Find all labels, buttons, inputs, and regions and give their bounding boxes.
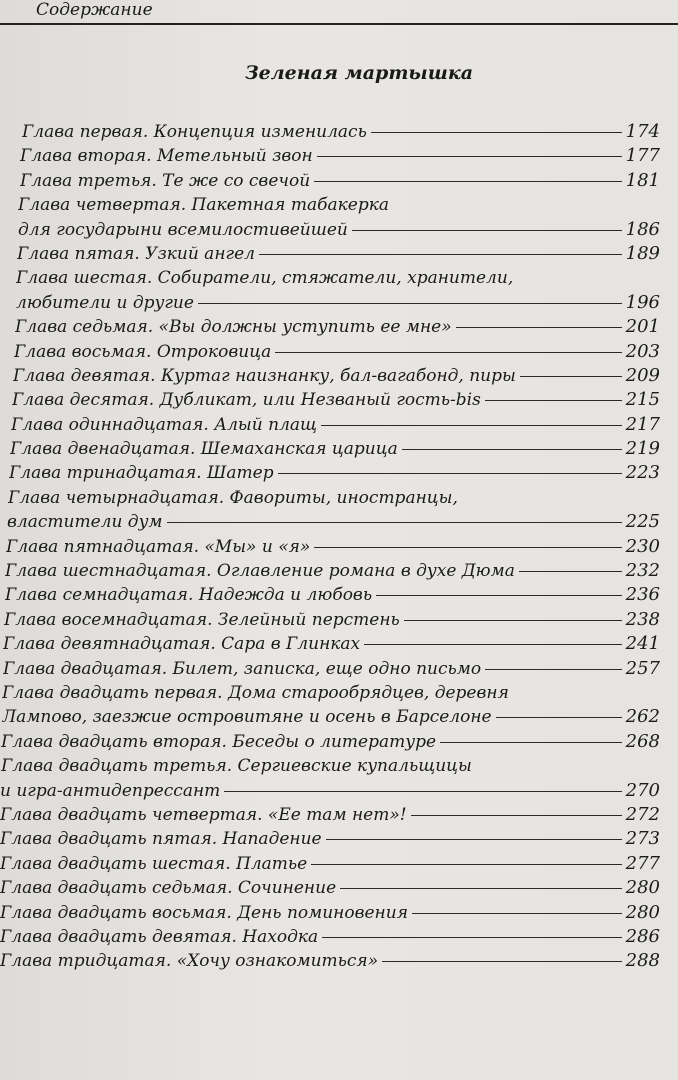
toc-page-number: 236 bbox=[625, 584, 660, 606]
toc-entry-title: Глава шестая. Собиратели, стяжатели, хранители, bbox=[16, 268, 514, 289]
toc-entry-title: Глава двадцать четвертая. «Ее там нет»! bbox=[0, 804, 407, 825]
toc-entry-title: Глава седьмая. «Вы должны уступить ее мне» bbox=[15, 317, 452, 338]
toc-entry bbox=[0, 242, 660, 266]
toc-entry bbox=[0, 803, 660, 827]
toc-entry-title: Глава семнадцатая. Надежда и любовь bbox=[5, 585, 373, 606]
toc-page-number: 241 bbox=[625, 633, 660, 655]
toc-entry bbox=[0, 144, 660, 168]
toc-entry-title: Глава четвертая. Пакетная табакерка bbox=[18, 195, 389, 216]
toc-entry bbox=[0, 340, 660, 364]
dot-leader bbox=[371, 132, 622, 133]
toc-entry bbox=[0, 169, 660, 193]
toc-entry bbox=[0, 632, 660, 656]
toc-entry-title: Глава десятая. Дубликат, или Незваный гость-bis bbox=[12, 390, 481, 411]
toc-entry-title: Глава двадцать пятая. Нападение bbox=[0, 829, 322, 850]
toc-entry-title: и игра-антидепрессант bbox=[0, 780, 221, 801]
dot-leader bbox=[198, 303, 622, 304]
dot-leader bbox=[317, 156, 622, 157]
toc-entry bbox=[0, 827, 660, 851]
toc-page-number: 270 bbox=[625, 779, 660, 801]
toc-entry bbox=[0, 193, 660, 217]
dot-leader bbox=[314, 547, 621, 548]
dot-leader bbox=[259, 254, 622, 255]
toc-page-number: 196 bbox=[625, 291, 660, 313]
dot-leader bbox=[311, 864, 621, 865]
toc-entry bbox=[0, 754, 660, 778]
dot-leader bbox=[382, 961, 622, 962]
dot-leader bbox=[411, 815, 622, 816]
toc-page-number: 225 bbox=[625, 511, 660, 533]
toc-entry bbox=[0, 486, 660, 510]
toc-page-number: 273 bbox=[625, 828, 660, 850]
toc-page-number: 189 bbox=[625, 242, 660, 264]
toc-entry bbox=[0, 413, 660, 437]
dot-leader bbox=[404, 620, 622, 621]
toc-entry-title: любители и другие bbox=[16, 292, 194, 313]
toc-page-number: 257 bbox=[625, 657, 660, 679]
dot-leader bbox=[456, 327, 622, 328]
toc-entry bbox=[0, 583, 660, 607]
toc-page-number: 280 bbox=[625, 901, 660, 923]
toc-entry bbox=[0, 120, 660, 144]
toc-entry bbox=[0, 779, 660, 803]
toc-entry bbox=[0, 681, 660, 705]
toc-entry bbox=[0, 705, 660, 729]
toc-entry-title: Глава двадцать девятая. Находка bbox=[0, 926, 319, 947]
header-rule bbox=[0, 23, 678, 25]
dot-leader bbox=[352, 230, 622, 231]
toc-page-number: 232 bbox=[625, 560, 660, 582]
toc-page-number: 186 bbox=[625, 218, 660, 240]
toc-entry-title: Глава первая. Концепция изменилась bbox=[22, 122, 367, 142]
toc-entry-title: Глава двадцать восьмая. День поминовения bbox=[0, 902, 408, 923]
toc-page-number: 201 bbox=[625, 316, 660, 338]
dot-leader bbox=[340, 888, 622, 889]
toc-entry bbox=[0, 437, 660, 461]
toc-page-number: 288 bbox=[625, 950, 660, 972]
dot-leader bbox=[485, 669, 622, 670]
toc-entry-title: Глава девятнадцатая. Сара в Глинках bbox=[3, 634, 361, 655]
toc-entry-title: Глава третья. Те же со свечой bbox=[20, 170, 311, 191]
toc-page-number: 215 bbox=[625, 389, 660, 411]
toc-page-number: 280 bbox=[625, 877, 660, 899]
toc-entry-title: Глава одиннадцатая. Алый плащ bbox=[11, 414, 318, 435]
toc-entry bbox=[0, 535, 660, 559]
toc-entry bbox=[0, 218, 660, 242]
toc-entry bbox=[0, 291, 660, 315]
toc-entry-title: Глава четырнадцатая. Фавориты, иностранцы, bbox=[8, 487, 458, 508]
toc-entry bbox=[0, 925, 660, 949]
toc-page-number: 223 bbox=[625, 462, 660, 484]
toc-entry bbox=[0, 266, 660, 290]
table-of-contents bbox=[0, 120, 660, 974]
toc-entry bbox=[0, 608, 660, 632]
toc-page-number: 272 bbox=[625, 803, 660, 825]
toc-entry bbox=[0, 657, 660, 681]
toc-page-number: 268 bbox=[625, 730, 660, 752]
toc-entry-title: для государыни всемилостивейшей bbox=[18, 219, 348, 240]
toc-entry-title: Глава двадцать первая. Дома старообрядцев, деревня bbox=[2, 682, 509, 703]
toc-page-number: 286 bbox=[625, 925, 660, 947]
section-title: Зеленая мартышка bbox=[244, 62, 474, 84]
toc-entry-title: Глава вторая. Метельный звон bbox=[20, 146, 313, 167]
running-head: Содержание bbox=[36, 0, 153, 20]
toc-entry-title: Глава восьмая. Отроковица bbox=[14, 341, 272, 362]
toc-page-number: 230 bbox=[625, 535, 660, 557]
toc-entry-title: властители дум bbox=[7, 512, 163, 533]
dot-leader bbox=[496, 717, 622, 718]
toc-entry bbox=[0, 559, 660, 583]
toc-entry-title: Глава девятая. Куртаг наизнанку, бал-вагабонд, пиры bbox=[13, 365, 516, 386]
toc-entry-title: Лампово, заезжие островитяне и осень в Барселоне bbox=[2, 707, 492, 728]
dot-leader bbox=[364, 644, 621, 645]
toc-entry bbox=[0, 852, 660, 876]
toc-entry bbox=[0, 388, 660, 412]
dot-leader bbox=[485, 400, 622, 401]
dot-leader bbox=[520, 376, 622, 377]
toc-entry-title: Глава двадцать вторая. Беседы о литературе bbox=[1, 731, 437, 752]
dot-leader bbox=[167, 522, 622, 523]
toc-entry bbox=[0, 901, 660, 925]
toc-page-number: 209 bbox=[625, 364, 660, 386]
dot-leader bbox=[314, 181, 622, 182]
dot-leader bbox=[322, 937, 621, 938]
toc-page-number: 174 bbox=[625, 121, 660, 142]
toc-entry bbox=[0, 461, 660, 485]
toc-entry-title: Глава тридцатая. «Хочу ознакомиться» bbox=[0, 951, 379, 972]
toc-entry-title: Глава двадцать седьмая. Сочинение bbox=[0, 878, 337, 899]
dot-leader bbox=[519, 571, 622, 572]
toc-entry bbox=[0, 949, 660, 973]
toc-entry-title: Глава двенадцатая. Шемаханская царица bbox=[10, 439, 398, 460]
toc-entry-title: Глава двадцатая. Билет, записка, еще одно письмо bbox=[3, 658, 482, 679]
toc-page-number: 238 bbox=[625, 608, 660, 630]
dot-leader bbox=[224, 791, 621, 792]
toc-entry-title: Глава шестнадцатая. Оглавление романа в духе Дюма bbox=[5, 561, 515, 582]
toc-entry bbox=[0, 730, 660, 754]
toc-entry-title: Глава пятая. Узкий ангел bbox=[17, 243, 255, 264]
dot-leader bbox=[412, 913, 622, 914]
toc-entry bbox=[0, 510, 660, 534]
toc-entry-title: Глава двадцать третья. Сергиевские купальщицы bbox=[1, 756, 472, 777]
dot-leader bbox=[440, 742, 622, 743]
toc-entry-title: Глава восемнадцатая. Зелейный перстень bbox=[4, 609, 400, 630]
dot-leader bbox=[402, 449, 622, 450]
dot-leader bbox=[321, 425, 622, 426]
toc-entry bbox=[0, 315, 660, 339]
toc-entry-title: Глава пятнадцатая. «Мы» и «я» bbox=[6, 536, 311, 557]
toc-page-number: 203 bbox=[625, 340, 660, 362]
toc-page-number: 219 bbox=[625, 438, 660, 460]
dot-leader bbox=[275, 352, 621, 353]
toc-page-number: 181 bbox=[625, 169, 660, 191]
toc-entry-title: Глава двадцать шестая. Платье bbox=[0, 853, 308, 874]
toc-page-number: 262 bbox=[625, 706, 660, 728]
dot-leader bbox=[326, 839, 622, 840]
toc-page-number: 177 bbox=[625, 145, 660, 167]
toc-page-number: 277 bbox=[625, 852, 660, 874]
toc-page-number: 217 bbox=[625, 413, 660, 435]
toc-entry bbox=[0, 876, 660, 900]
toc-entry bbox=[0, 364, 660, 388]
dot-leader bbox=[278, 473, 622, 474]
toc-entry-title: Глава тринадцатая. Шатер bbox=[9, 463, 274, 484]
dot-leader bbox=[376, 595, 622, 596]
